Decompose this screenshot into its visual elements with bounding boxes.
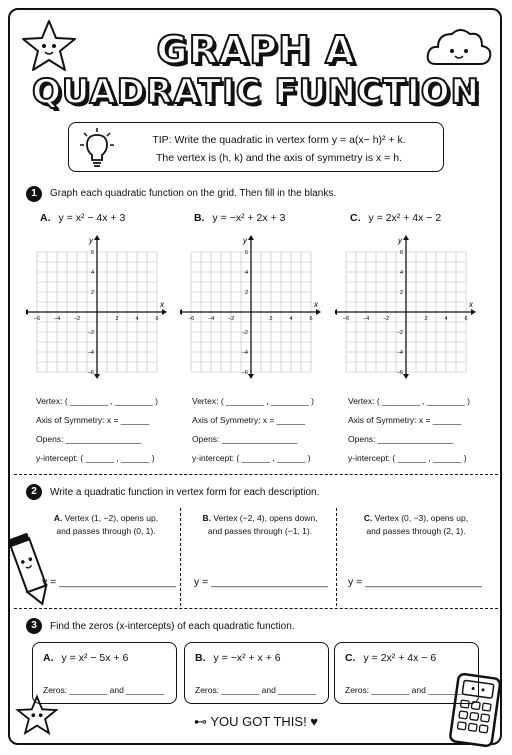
- lightbulb-icon: [79, 127, 115, 169]
- y-tick-label: −6: [396, 370, 403, 376]
- worksheet-title-line1: GRAPH A: [156, 28, 356, 72]
- x-tick-label: −6: [187, 316, 195, 322]
- description-2b: [188, 512, 332, 538]
- section-1-title: Graph each quadratic function on the grid. Then fill in the blanks.: [50, 188, 337, 199]
- y-tick-label: 2: [244, 290, 248, 296]
- item-line-1: Vertex (−2, 4), opens down,: [213, 513, 318, 523]
- zeros-blank-a[interactable]: Zeros: ________ and ________: [43, 685, 164, 695]
- problem-1b: [194, 212, 285, 224]
- problem-letter: B.: [194, 212, 205, 224]
- problem-1a: [40, 212, 125, 224]
- problem-1c: [350, 212, 441, 224]
- problem-letter: C.: [350, 212, 361, 224]
- yint-blank-c[interactable]: y-intercept: ( ______ , ______ ): [348, 453, 467, 463]
- vertex-blank-c[interactable]: Vertex: ( ________ , ________ ): [348, 396, 470, 406]
- axis-blank-b[interactable]: Axis of Symmetry: x = ______: [192, 415, 306, 425]
- x-tick-label: −4: [53, 316, 61, 322]
- section-divider-2: [14, 608, 498, 609]
- y-axis-arrow-icon: [403, 235, 409, 240]
- x-tick-label: 4: [289, 316, 293, 322]
- description-2c: [344, 512, 488, 538]
- y-tick-label: 4: [90, 270, 94, 276]
- item-letter: C.: [363, 513, 373, 523]
- y-axis-label: y: [89, 236, 93, 245]
- y-tick-label: 2: [399, 290, 403, 296]
- x-tick-label: 4: [135, 316, 139, 322]
- x-axis-arrow-icon: [180, 309, 182, 315]
- y-tick-label: −6: [87, 370, 94, 376]
- section-divider-1: [14, 474, 498, 475]
- x-tick-label: 6: [464, 316, 468, 322]
- opens-blank-a[interactable]: Opens: ________________: [36, 434, 142, 444]
- y-axis-label: y: [398, 236, 402, 245]
- y-tick-label: 4: [244, 270, 248, 276]
- x-tick-label: −2: [382, 316, 390, 322]
- x-axis-arrow-icon: [471, 309, 476, 315]
- y-tick-label: −6: [241, 370, 248, 376]
- x-axis-label: x: [469, 300, 473, 309]
- answer-line-2a[interactable]: y = ____________________: [42, 576, 177, 588]
- y-tick-label: 6: [90, 250, 94, 256]
- y-tick-label: −2: [241, 330, 248, 336]
- axis-blank-c[interactable]: Axis of Symmetry: x = ______: [348, 415, 462, 425]
- x-tick-label: −4: [362, 316, 370, 322]
- encouragement-footer: ⊷ YOU GOT THIS! ♥: [193, 714, 319, 729]
- section-2-title: Write a quadratic function in vertex form for each description.: [50, 487, 320, 498]
- zeros-box-a: [32, 642, 177, 704]
- column-divider-1: [180, 508, 181, 606]
- item-equation: y = −x² + x + 6: [213, 652, 281, 664]
- zeros-box-c: [334, 642, 479, 704]
- item-line-2: and passes through (2, 1).: [366, 526, 466, 536]
- pencil-character-icon: [8, 530, 52, 610]
- y-axis-arrow-icon: [248, 235, 254, 240]
- x-axis-arrow-icon: [162, 309, 167, 315]
- x-tick-label: −2: [73, 316, 81, 322]
- y-tick-label: −4: [396, 350, 403, 356]
- item-letter: A.: [53, 513, 63, 523]
- tip-box: [68, 122, 444, 172]
- x-tick-label: 6: [309, 316, 313, 322]
- item-letter: B.: [195, 652, 206, 664]
- y-tick-label: 6: [399, 250, 403, 256]
- section-1-number: 1: [26, 186, 42, 202]
- opens-blank-c[interactable]: Opens: ________________: [348, 434, 454, 444]
- y-axis-arrow-icon: [403, 374, 409, 379]
- vertex-blank-b[interactable]: Vertex: ( ________ , ________ ): [192, 396, 314, 406]
- problem-letter: A.: [40, 212, 51, 224]
- zeros-blank-c[interactable]: Zeros: ________ and ________: [345, 685, 466, 695]
- problem-equation: y = 2x² + 4x − 2: [368, 212, 442, 224]
- section-3-title: Find the zeros (x-intercepts) of each quadratic function.: [50, 621, 295, 632]
- y-axis-arrow-icon: [94, 374, 100, 379]
- answer-line-2c[interactable]: y = ____________________: [348, 576, 483, 588]
- item-letter: A.: [43, 652, 54, 664]
- x-axis-arrow-icon: [26, 309, 28, 315]
- x-axis-label: x: [314, 300, 318, 309]
- item-line-1: Vertex (0, −3), opens up,: [374, 513, 469, 523]
- x-tick-label: −2: [227, 316, 235, 322]
- y-tick-label: 4: [399, 270, 403, 276]
- item-line-2: and passes through (0, 1).: [56, 526, 156, 536]
- y-tick-label: −2: [87, 330, 94, 336]
- y-axis-arrow-icon: [94, 235, 100, 240]
- y-tick-label: 6: [244, 250, 248, 256]
- y-axis-label: y: [243, 236, 247, 245]
- problem-equation: y = −x² + 2x + 3: [212, 212, 286, 224]
- opens-blank-b[interactable]: Opens: ________________: [192, 434, 298, 444]
- x-tick-label: −6: [342, 316, 350, 322]
- zeros-blank-b[interactable]: Zeros: ________ and ________: [195, 685, 316, 695]
- axis-blank-a[interactable]: Axis of Symmetry: x = ______: [36, 415, 150, 425]
- section-3-number: 3: [26, 618, 42, 634]
- item-line-2: and passes through (−1, 1).: [207, 526, 313, 536]
- coordinate-grid-c[interactable]: [335, 234, 477, 380]
- worksheet-title-line2: QUADRATIC FUNCTION: [32, 72, 480, 112]
- answer-line-2b[interactable]: y = ____________________: [194, 576, 329, 588]
- tip-line-2: The vertex is (h, k) and the axis of symmetry is x = h.: [156, 152, 402, 164]
- problem-equation: y = x² − 4x + 3: [58, 212, 126, 224]
- item-letter: C.: [345, 652, 356, 664]
- coordinate-grid-b[interactable]: [180, 234, 322, 380]
- column-divider-2: [336, 508, 337, 606]
- description-2a: [36, 512, 176, 538]
- item-equation: y = x² − 5x + 6: [61, 652, 129, 664]
- x-tick-label: 2: [115, 316, 119, 322]
- section-2-number: 2: [26, 484, 42, 500]
- item-letter: B.: [202, 513, 211, 523]
- y-tick-label: 2: [90, 290, 94, 296]
- x-tick-label: 6: [155, 316, 159, 322]
- x-tick-label: 2: [269, 316, 273, 322]
- item-line-1: Vertex (1, −2), opens up,: [64, 513, 159, 523]
- yint-blank-a[interactable]: y-intercept: ( ______ , ______ ): [36, 453, 155, 463]
- coordinate-grid-a[interactable]: [26, 234, 168, 380]
- x-axis-label: x: [160, 300, 164, 309]
- vertex-blank-a[interactable]: Vertex: ( ________ , ________ ): [36, 396, 158, 406]
- y-tick-label: −2: [396, 330, 403, 336]
- tip-line-1: TIP: Write the quadratic in vertex form y = a(x− h)² + k.: [152, 134, 406, 146]
- x-tick-label: −4: [207, 316, 215, 322]
- item-equation: y = 2x² + 4x − 6: [363, 652, 437, 664]
- x-tick-label: 4: [444, 316, 448, 322]
- y-axis-arrow-icon: [248, 374, 254, 379]
- x-axis-arrow-icon: [335, 309, 337, 315]
- y-tick-label: −4: [87, 350, 94, 356]
- x-tick-label: 2: [424, 316, 428, 322]
- zeros-box-b: [184, 642, 329, 704]
- x-axis-arrow-icon: [316, 309, 321, 315]
- yint-blank-b[interactable]: y-intercept: ( ______ , ______ ): [192, 453, 311, 463]
- y-tick-label: −4: [241, 350, 248, 356]
- x-tick-label: −6: [33, 316, 41, 322]
